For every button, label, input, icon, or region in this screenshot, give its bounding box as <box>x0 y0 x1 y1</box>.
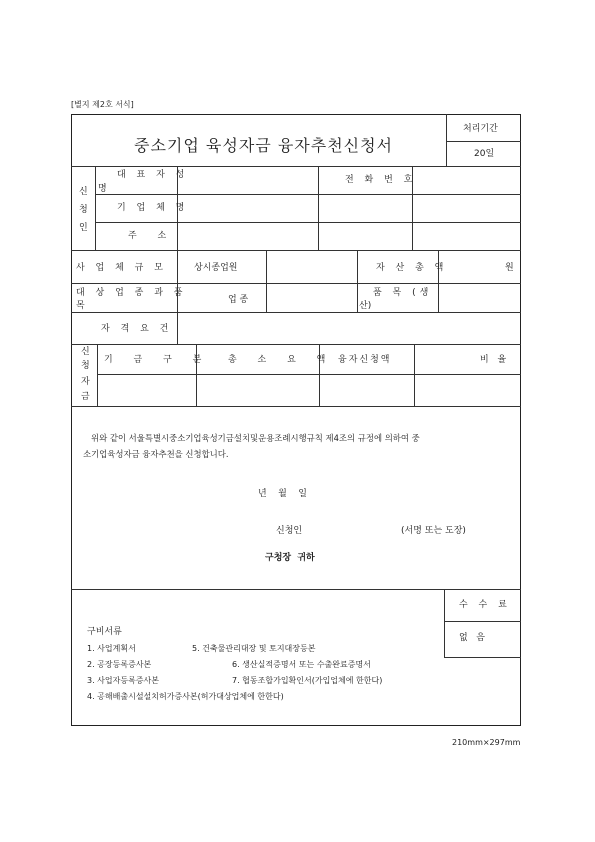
loan-amount-header: 융자신청액 <box>338 355 392 365</box>
processing-period: 20일 <box>474 149 495 159</box>
qualification-field[interactable] <box>178 313 520 343</box>
form-title: 중소기업 육성자금 융자추천신청서 <box>134 136 394 155</box>
product-field[interactable] <box>439 284 520 311</box>
application-date: 년 월 일 <box>258 489 307 499</box>
ratio-field[interactable] <box>415 375 520 405</box>
statement-line-2: 소기업육성자금 융자추천을 신청합니다. <box>83 449 229 459</box>
qualification-label: 자 격 요 건 <box>101 324 173 334</box>
statement-line-1: 위와 같이 서울특별시중소기업육성기금설치및운용조례시행규칙 제4조의 규정에 의하여 중 <box>91 433 420 443</box>
loan-amount-field[interactable] <box>320 375 413 405</box>
representative-label: 대 표 자 성 <box>117 170 189 180</box>
funds-label-3: 자 <box>81 377 90 387</box>
form-code: [별지 제2호 서식] <box>71 100 134 109</box>
funds-label-1: 신 <box>81 347 90 357</box>
workers-field[interactable] <box>267 251 356 282</box>
document-item: 7. 협동조합가입확인서(가입업체에 한한다) <box>232 676 383 685</box>
company-name-field[interactable] <box>178 195 317 221</box>
paper-size: 210mm×297mm <box>452 738 521 747</box>
target-industry-label: 대 상 업 종 과 품 <box>76 288 187 298</box>
industry-label: 업 종 <box>228 295 249 305</box>
signature-field[interactable] <box>310 520 398 538</box>
total-required-header: 총 소 요 액 <box>228 355 335 365</box>
documents-heading: 구비서류 <box>87 627 122 637</box>
fee-label: 수 수 료 <box>459 600 511 610</box>
applicant-label-1: 신 <box>79 187 88 197</box>
signature-label: (서명 또는 도장) <box>401 526 466 536</box>
representative-label-tail: 명 <box>98 184 107 194</box>
address-label: 주 소 <box>128 231 176 241</box>
applicant-signer-label: 신청인 <box>276 526 303 536</box>
funds-label-2: 청 <box>81 361 90 371</box>
phone-field[interactable] <box>413 167 520 193</box>
processing-label: 처리기간 <box>463 124 498 134</box>
funds-label-4: 금 <box>81 392 90 402</box>
fee-value: 없 음 <box>459 633 485 643</box>
document-item: 3. 사업자등록증사본 <box>87 676 159 685</box>
industry-field[interactable] <box>267 284 356 311</box>
document-item: 4. 공해배출시설설치허가증사본(허가대상업체에 한한다) <box>87 692 284 701</box>
address-field[interactable] <box>178 223 317 249</box>
addressee: 구청장 귀하 <box>265 553 315 563</box>
target-industry-label-tail: 목 <box>76 301 85 311</box>
fund-type-header: 기 금 구 분 <box>104 355 211 365</box>
assets-unit: 원 <box>505 263 514 273</box>
applicant-label-2: 청 <box>79 205 88 215</box>
representative-name-field[interactable] <box>178 167 317 193</box>
company-name-label: 기 업 체 명 <box>117 203 189 213</box>
document-item: 2. 공장등록증사본 <box>87 660 152 669</box>
total-required-field[interactable] <box>197 375 318 405</box>
assets-label: 자 산 총 액 <box>376 263 448 273</box>
ratio-header: 비 율 <box>480 355 510 365</box>
applicant-label-3: 인 <box>79 223 88 233</box>
document-item: 1. 사업계획서 <box>87 644 136 653</box>
assets-field[interactable] <box>439 251 499 282</box>
business-scale-label: 사 업 체 규 모 <box>76 263 167 273</box>
fund-type-field[interactable] <box>98 375 195 405</box>
document-item: 5. 건축물관리대장 및 토지대장등본 <box>192 644 316 653</box>
company-extra-field[interactable] <box>319 195 411 221</box>
workers-label: 상시종업원 <box>194 263 238 273</box>
phone-label: 전 화 번 호 <box>345 175 417 185</box>
document-item: 6. 생산실적증명서 또는 수출완료증명서 <box>232 660 371 669</box>
product-label: 품 목 (생 <box>373 288 433 298</box>
product-label-tail: 산) <box>359 301 372 311</box>
